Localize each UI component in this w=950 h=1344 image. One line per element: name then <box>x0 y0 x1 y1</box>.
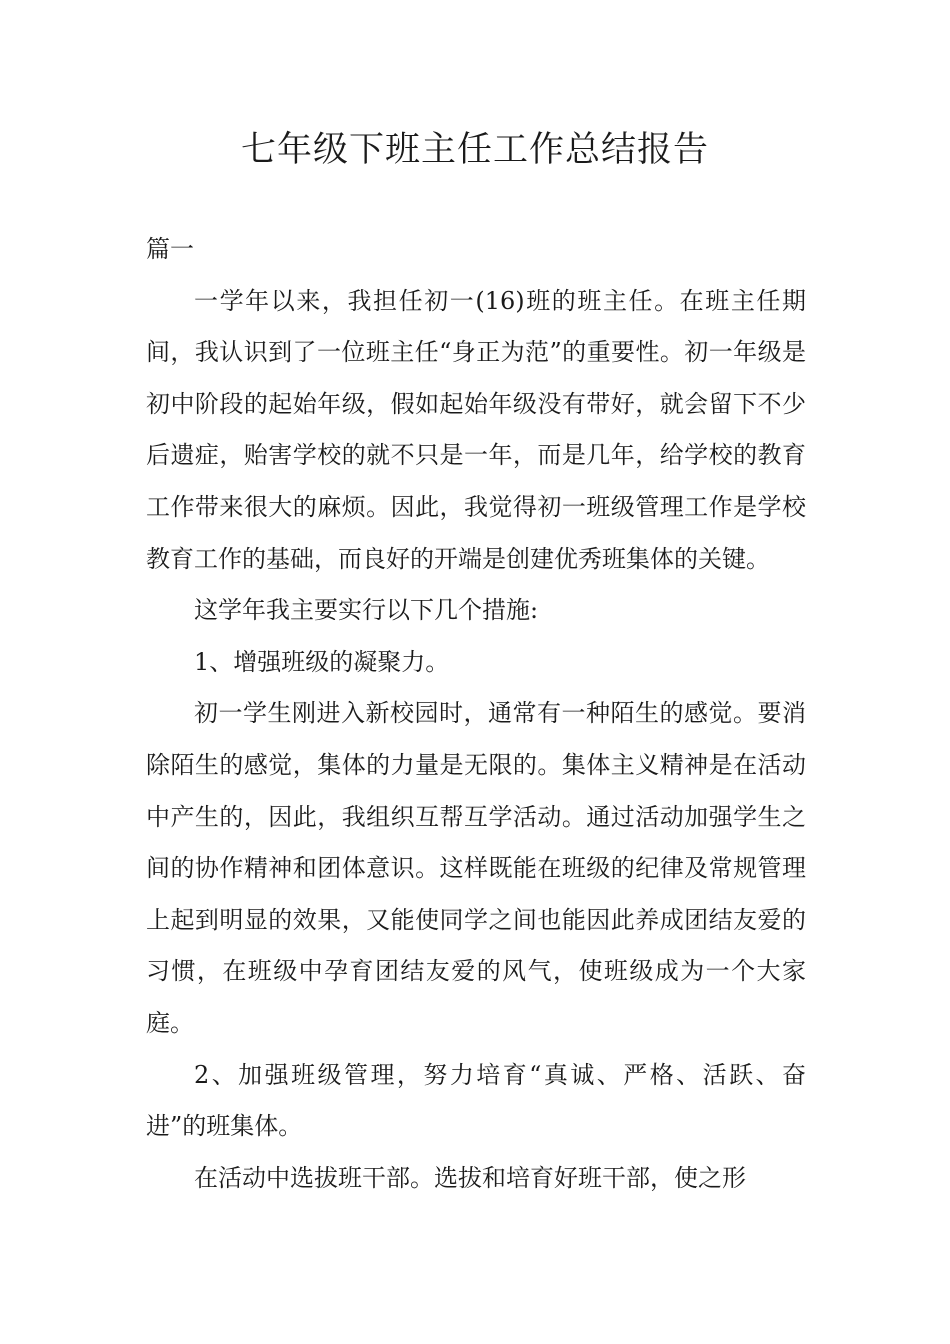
paragraph-measures-intro: 这学年我主要实行以下几个措施: <box>194 596 539 625</box>
paragraph-class-cadre: 在活动中选拔班干部。选拔和培育好班干部，使之形 <box>194 1163 746 1192</box>
paragraph-heading-1: 1、增强班级的凝聚力。 <box>194 647 450 676</box>
document-title: 七年级下班主任工作总结报告 <box>240 130 709 170</box>
paragraph-intro: 一学年以来，我担任初一(16)班的班主任。在班主任期间，我认识到了一位班主任“身正为范”的重要性。初一年级是初中阶段的起始年级，假如起始年级没有带好，就会留下不少后遗症，贻害学校的就不只是一年，而是几年，给学校的教育工作带来很大的麻烦。因此，我觉得初一班级管理工作是学校教育工作的基础，而良好的开端是创建优秀班集体的关键。 <box>146 286 806 573</box>
paragraph-cohesion: 初一学生刚进入新校园时，通常有一种陌生的感觉。要消除陌生的感觉，集体的力量是无限的。集体主义精神是在活动中产生的，因此，我组织互帮互学活动。通过活动加强学生之间的协作精神和团体意识。这样既能在班级的纪律及常规管理上起到明显的效果，又能使同学之间也能因此养成团结友爱的习惯，在班级中孕育团结友爱的风气，使班级成为一个大家庭。 <box>146 699 806 1037</box>
paragraph-heading-2: 2、加强班级管理，努力培育“真诚、严格、活跃、奋进”的班集体。 <box>146 1060 806 1141</box>
section-label: 篇一 <box>146 235 194 263</box>
document-body <box>146 224 806 1204</box>
